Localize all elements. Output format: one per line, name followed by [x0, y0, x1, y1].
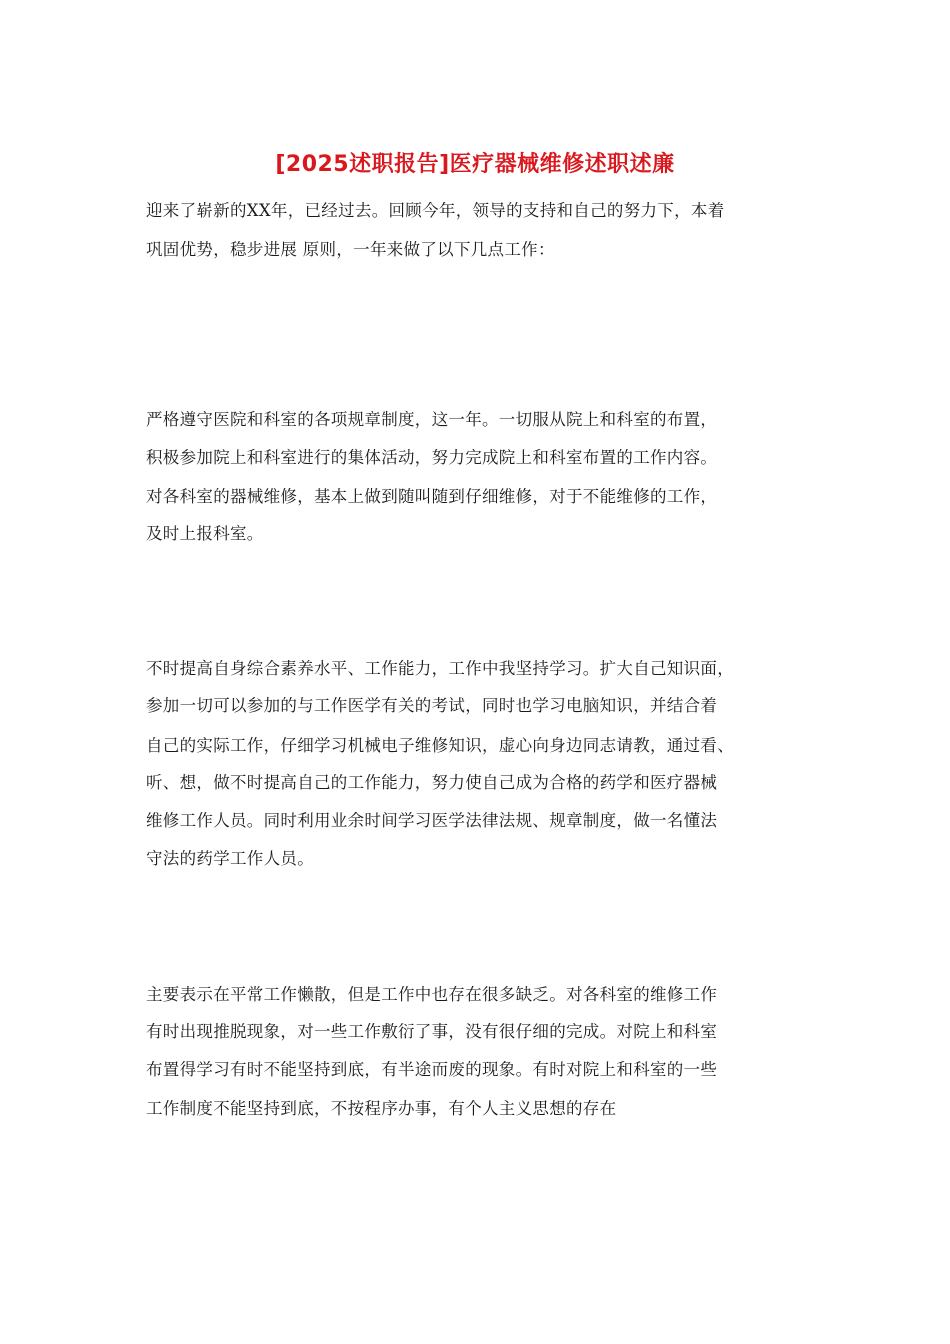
document-title: [2025述职报告]医疗器械维修述职述廉 — [275, 152, 675, 177]
paragraph-line: 迎来了崭新的XX年，已经过去。回顾今年，领导的支持和自己的努力下，本着 — [146, 201, 725, 220]
paragraph-line: 不时提高自身综合素养水平、工作能力，工作中我坚持学习。扩大自己知识面， — [146, 659, 734, 678]
paragraph-line: 积极参加院上和科室进行的集体活动，努力完成院上和科室布置的工作内容。 — [146, 448, 718, 467]
paragraph-line: 听、想，做不时提高自己的工作能力，努力使自己成为合格的药学和医疗器械 — [146, 773, 718, 792]
paragraph-line: 严格遵守医院和科室的各项规章制度，这一年。一切服从院上和科室的布置， — [146, 410, 718, 429]
paragraph-line: 工作制度不能坚持到底，不按程序办事，有个人主义思想的存在 — [146, 1099, 617, 1118]
paragraph-line: 主要表示在平常工作懒散，但是工作中也存在很多缺乏。对各科室的维修工作 — [146, 985, 718, 1004]
paragraph-line: 自己的实际工作，仔细学习机械电子维修知识，虚心向身边同志请教，通过看、 — [146, 736, 734, 755]
paragraph-line: 有时出现推脱现象，对一些工作敷衍了事，没有很仔细的完成。对院上和科室 — [146, 1022, 718, 1041]
paragraph-line: 对各科室的器械维修，基本上做到随叫随到仔细维修，对于不能维修的工作， — [146, 487, 718, 506]
paragraph-line: 维修工作人员。同时利用业余时间学习医学法律法规、规章制度，做一名懂法 — [146, 811, 718, 830]
paragraph-line: 巩固优势，稳步进展 原则，一年来做了以下几点工作： — [146, 240, 555, 259]
paragraph-line: 守法的药学工作人员。 — [146, 849, 314, 868]
paragraph-line: 及时上报科室。 — [146, 524, 264, 543]
paragraph-line: 布置得学习有时不能坚持到底，有半途而废的现象。有时对院上和科室的一些 — [146, 1060, 718, 1079]
paragraph-line: 参加一切可以参加的与工作医学有关的考试，同时也学习电脑知识，并结合着 — [146, 696, 718, 715]
